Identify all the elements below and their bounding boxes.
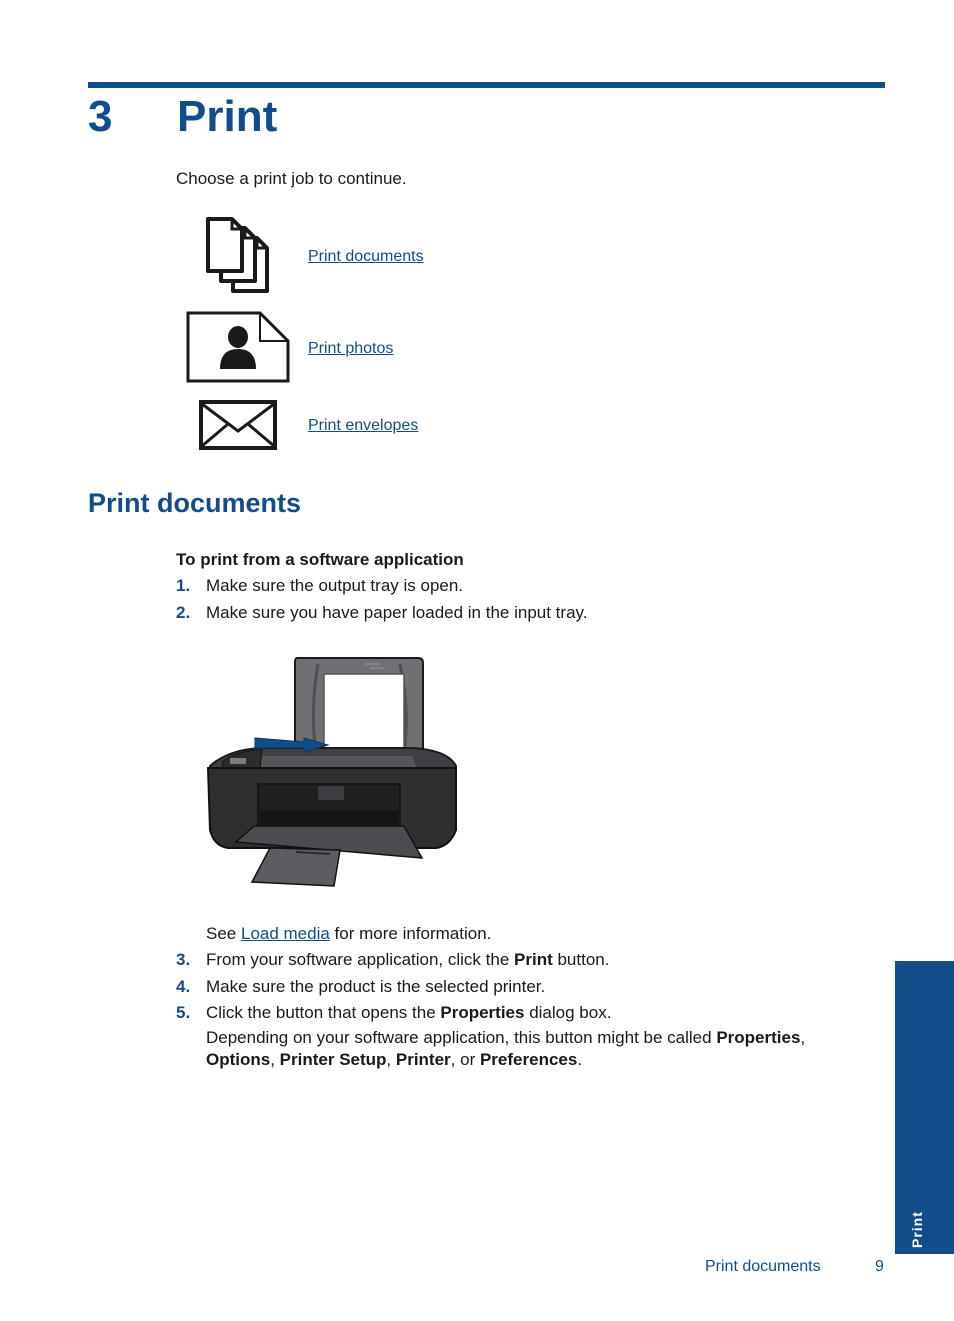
documents-icon	[204, 216, 272, 296]
depending-note	[206, 1027, 866, 1071]
note-sep: ,	[386, 1050, 396, 1069]
chapter-top-rule	[88, 82, 885, 88]
chapter-title: Print	[177, 92, 278, 141]
step-text-bold: Properties	[440, 1003, 525, 1022]
step-number: 2.	[176, 603, 191, 622]
note-sep: , or	[450, 1050, 480, 1069]
step-text	[206, 1003, 611, 1023]
chapter-side-tab	[895, 961, 954, 1254]
print-envelopes-link[interactable]: Print envelopes	[308, 417, 419, 434]
note-suffix: for more information.	[329, 924, 492, 943]
note-sep: ,	[270, 1050, 280, 1069]
see-load-media-note	[206, 923, 491, 945]
step-text-part: From your software application, click the	[206, 950, 515, 969]
print-documents-link[interactable]: Print documents	[308, 248, 424, 265]
envelope-icon	[199, 400, 277, 450]
note-bold: Properties	[716, 1028, 801, 1047]
step-text-part: dialog box.	[524, 1003, 612, 1022]
printer-illustration	[200, 650, 462, 890]
note-bold: Printer Setup	[279, 1050, 387, 1069]
step-text-part: button.	[552, 950, 610, 969]
procedure-title: To print from a software application	[176, 550, 464, 569]
section-title: Print documents	[88, 488, 302, 518]
step-number: 3.	[176, 950, 191, 969]
step-number: 4.	[176, 977, 191, 996]
intro-text: Choose a print job to continue.	[176, 169, 407, 188]
note-prefix: See	[206, 924, 241, 943]
note-text: Depending on your software application, this button might be called	[206, 1028, 717, 1047]
note-bold: Options	[206, 1050, 271, 1069]
note-bold: Preferences	[479, 1050, 578, 1069]
step-text: Make sure the output tray is open.	[206, 576, 464, 595]
footer-section-title: Print documents	[705, 1258, 821, 1275]
print-photos-link[interactable]: Print photos	[308, 340, 394, 357]
chapter-number: 3	[88, 92, 113, 141]
step-text-bold: Print	[514, 950, 553, 969]
note-sep: ,	[800, 1028, 806, 1047]
step-number: 5.	[176, 1003, 191, 1022]
step-text	[206, 950, 609, 970]
step-text-part: Click the button that opens the	[206, 1003, 441, 1022]
load-media-link[interactable]: Load media	[240, 924, 330, 943]
step-text: Make sure you have paper loaded in the input tray.	[206, 603, 588, 622]
photo-icon	[186, 311, 290, 384]
note-sep: .	[577, 1050, 583, 1069]
footer-page-number: 9	[875, 1258, 884, 1275]
step-text: Make sure the product is the selected printer.	[206, 977, 546, 996]
side-tab-label: Print	[909, 1211, 925, 1248]
step-number: 1.	[176, 576, 191, 595]
note-bold: Printer	[395, 1050, 451, 1069]
